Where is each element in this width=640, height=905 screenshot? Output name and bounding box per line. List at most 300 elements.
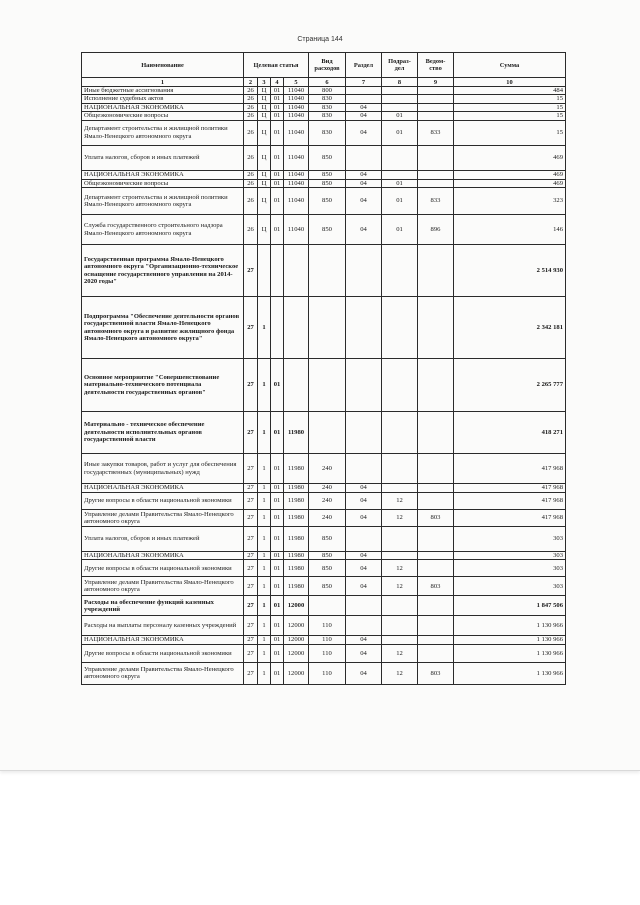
row-subsection [382, 454, 418, 484]
row-section [346, 245, 382, 297]
row-name: Расходы на обеспечение функций казенных учреждений [82, 596, 244, 616]
row-name: Департамент строительства и жилищной политики Ямало-Ненецкого автономного округа [82, 120, 244, 145]
row-name: Другие вопросы в области национальной экономики [82, 644, 244, 662]
row-expense-type [309, 596, 346, 616]
row-subprogram: 1 [258, 616, 271, 636]
row-sum: 2 514 930 [454, 245, 566, 297]
table-row [82, 560, 566, 577]
table-row [82, 103, 566, 111]
row-direction: 11980 [284, 577, 309, 596]
table-row [82, 245, 566, 297]
row-direction: 11040 [284, 112, 309, 120]
row-program: 27 [244, 644, 258, 662]
row-activity: 01 [271, 662, 284, 684]
row-direction [284, 245, 309, 297]
row-section: 04 [346, 120, 382, 145]
header-section: Раздел [346, 53, 382, 78]
row-subsection [382, 245, 418, 297]
row-sum: 1 130 966 [454, 616, 566, 636]
row-department [418, 527, 454, 552]
row-subsection: 01 [382, 112, 418, 120]
row-subsection [382, 145, 418, 170]
row-name: НАЦИОНАЛЬНАЯ ЭКОНОМИКА [82, 484, 244, 493]
row-subprogram [258, 245, 271, 297]
row-program: 27 [244, 359, 258, 412]
row-subprogram: Ц [258, 120, 271, 145]
row-activity: 01 [271, 112, 284, 120]
row-program: 26 [244, 95, 258, 103]
row-department: 803 [418, 577, 454, 596]
row-sum: 15 [454, 120, 566, 145]
row-department [418, 179, 454, 187]
row-program: 26 [244, 112, 258, 120]
row-name: НАЦИОНАЛЬНАЯ ЭКОНОМИКА [82, 170, 244, 179]
row-program: 27 [244, 560, 258, 577]
row-activity: 01 [271, 616, 284, 636]
row-department: 896 [418, 215, 454, 245]
row-name: Исполнение судебных актов [82, 95, 244, 103]
row-program: 26 [244, 87, 258, 95]
row-department [418, 484, 454, 493]
table-row [82, 297, 566, 359]
row-name: Общеэкономические вопросы [82, 112, 244, 120]
row-expense-type: 110 [309, 662, 346, 684]
row-department [418, 454, 454, 484]
row-direction: 11980 [284, 493, 309, 510]
page-number: Страница 144 [297, 36, 343, 43]
row-subprogram: Ц [258, 215, 271, 245]
row-expense-type: 850 [309, 560, 346, 577]
row-section [346, 412, 382, 454]
row-subprogram: 1 [258, 412, 271, 454]
table-row [82, 359, 566, 412]
row-program: 27 [244, 616, 258, 636]
row-name: Подпрограмма "Обеспечение деятельности органов государственной власти Ямало-Ненецкого автономного округа и развитие жилищного фонда Ямало-Ненецкого автономного округа" [82, 297, 244, 359]
table-row [82, 454, 566, 484]
row-subsection [382, 484, 418, 493]
row-name: НАЦИОНАЛЬНАЯ ЭКОНОМИКА [82, 636, 244, 644]
column-number-row [82, 78, 566, 87]
row-program: 27 [244, 510, 258, 527]
table-row [82, 493, 566, 510]
row-direction: 11980 [284, 527, 309, 552]
row-subprogram: 1 [258, 510, 271, 527]
row-department [418, 412, 454, 454]
row-section: 04 [346, 644, 382, 662]
row-sum: 417 968 [454, 454, 566, 484]
row-name: Общеэкономические вопросы [82, 179, 244, 187]
row-sum: 303 [454, 577, 566, 596]
row-subsection: 01 [382, 120, 418, 145]
row-department [418, 560, 454, 577]
row-sum: 469 [454, 179, 566, 187]
row-direction: 11040 [284, 103, 309, 111]
row-program: 26 [244, 179, 258, 187]
row-sum: 2 265 777 [454, 359, 566, 412]
col-number: 2 [244, 78, 258, 87]
header-expense-type: Вид расходов [309, 53, 346, 78]
row-subprogram: 1 [258, 662, 271, 684]
row-program: 27 [244, 484, 258, 493]
row-name: Материально - техническое обеспечение деятельности исполнительных органов государственной власти [82, 412, 244, 454]
row-name: НАЦИОНАЛЬНАЯ ЭКОНОМИКА [82, 552, 244, 560]
table-row [82, 87, 566, 95]
table-row [82, 120, 566, 145]
row-program: 27 [244, 454, 258, 484]
table-row [82, 484, 566, 493]
col-number: 4 [271, 78, 284, 87]
row-section: 04 [346, 577, 382, 596]
table-row [82, 644, 566, 662]
row-department [418, 245, 454, 297]
row-program: 26 [244, 103, 258, 111]
row-expense-type [309, 359, 346, 412]
row-program: 26 [244, 188, 258, 215]
col-number: 7 [346, 78, 382, 87]
row-program: 27 [244, 636, 258, 644]
row-sum: 146 [454, 215, 566, 245]
row-subsection [382, 103, 418, 111]
row-expense-type: 800 [309, 87, 346, 95]
row-program: 27 [244, 577, 258, 596]
row-sum: 417 968 [454, 484, 566, 493]
row-activity: 01 [271, 95, 284, 103]
table-row [82, 616, 566, 636]
row-subsection: 01 [382, 179, 418, 187]
row-activity: 01 [271, 527, 284, 552]
row-subprogram: 1 [258, 636, 271, 644]
row-sum: 418 271 [454, 412, 566, 454]
table-row [82, 215, 566, 245]
row-activity: 01 [271, 560, 284, 577]
row-department [418, 616, 454, 636]
row-expense-type: 240 [309, 510, 346, 527]
row-name: НАЦИОНАЛЬНАЯ ЭКОНОМИКА [82, 103, 244, 111]
row-activity: 01 [271, 636, 284, 644]
row-direction [284, 359, 309, 412]
row-subprogram: 1 [258, 644, 271, 662]
table-row [82, 112, 566, 120]
row-sum: 469 [454, 145, 566, 170]
col-number: 8 [382, 78, 418, 87]
row-subprogram: 1 [258, 359, 271, 412]
row-department [418, 552, 454, 560]
row-subprogram: 1 [258, 527, 271, 552]
row-department: 803 [418, 662, 454, 684]
row-subprogram: 1 [258, 560, 271, 577]
row-name: Иные бюджетные ассигнования [82, 87, 244, 95]
row-department [418, 103, 454, 111]
row-sum: 15 [454, 112, 566, 120]
row-name: Другие вопросы в области национальной экономики [82, 560, 244, 577]
col-number: 9 [418, 78, 454, 87]
row-subprogram: 1 [258, 484, 271, 493]
row-expense-type: 240 [309, 484, 346, 493]
table-row [82, 596, 566, 616]
row-subsection [382, 359, 418, 412]
row-name: Иные закупки товаров, работ и услуг для обеспечения государственных (муниципальных) нужд [82, 454, 244, 484]
row-activity: 01 [271, 103, 284, 111]
row-section: 04 [346, 179, 382, 187]
table-body [82, 87, 566, 685]
row-activity: 01 [271, 454, 284, 484]
row-expense-type: 850 [309, 552, 346, 560]
row-activity: 01 [271, 179, 284, 187]
row-direction [284, 297, 309, 359]
row-subsection [382, 616, 418, 636]
table-row [82, 179, 566, 187]
row-sum: 469 [454, 170, 566, 179]
row-activity: 01 [271, 644, 284, 662]
table-row [82, 552, 566, 560]
row-expense-type: 110 [309, 616, 346, 636]
row-activity: 01 [271, 145, 284, 170]
row-direction: 11980 [284, 560, 309, 577]
row-section [346, 87, 382, 95]
row-subprogram: Ц [258, 112, 271, 120]
row-department [418, 297, 454, 359]
row-subsection [382, 87, 418, 95]
col-number: 3 [258, 78, 271, 87]
table-row [82, 636, 566, 644]
row-expense-type: 240 [309, 493, 346, 510]
row-sum: 323 [454, 188, 566, 215]
row-subsection [382, 552, 418, 560]
row-expense-type: 110 [309, 644, 346, 662]
row-direction: 11040 [284, 188, 309, 215]
row-direction: 12000 [284, 644, 309, 662]
table-row [82, 170, 566, 179]
row-activity: 01 [271, 552, 284, 560]
row-department [418, 95, 454, 103]
row-direction: 11980 [284, 552, 309, 560]
row-direction: 12000 [284, 616, 309, 636]
row-sum: 1 130 966 [454, 662, 566, 684]
row-section: 04 [346, 484, 382, 493]
row-subprogram: Ц [258, 188, 271, 215]
row-subprogram: 1 [258, 552, 271, 560]
row-program: 27 [244, 493, 258, 510]
table-row [82, 577, 566, 596]
row-direction: 11040 [284, 170, 309, 179]
col-number: 5 [284, 78, 309, 87]
row-name: Служба государственного строительного надзора Ямало-Ненецкого автономного округа [82, 215, 244, 245]
row-program: 26 [244, 145, 258, 170]
budget-table [81, 52, 566, 685]
row-name: Управление делами Правительства Ямало-Ненецкого автономного округа [82, 577, 244, 596]
row-expense-type: 830 [309, 103, 346, 111]
row-direction: 11980 [284, 484, 309, 493]
row-subprogram: 1 [258, 577, 271, 596]
row-direction: 12000 [284, 596, 309, 616]
row-activity [271, 297, 284, 359]
row-section: 04 [346, 170, 382, 179]
row-department [418, 87, 454, 95]
col-number: 6 [309, 78, 346, 87]
row-section [346, 596, 382, 616]
row-expense-type: 830 [309, 95, 346, 103]
row-subsection: 12 [382, 662, 418, 684]
row-subprogram: Ц [258, 87, 271, 95]
row-program: 27 [244, 527, 258, 552]
row-department [418, 493, 454, 510]
row-section [346, 454, 382, 484]
row-department: 803 [418, 510, 454, 527]
row-subsection: 01 [382, 215, 418, 245]
row-section [346, 297, 382, 359]
row-section: 04 [346, 112, 382, 120]
row-direction: 11040 [284, 215, 309, 245]
row-sum: 303 [454, 552, 566, 560]
row-direction: 11980 [284, 454, 309, 484]
row-program: 27 [244, 245, 258, 297]
row-subsection [382, 95, 418, 103]
row-expense-type: 850 [309, 527, 346, 552]
row-subsection: 12 [382, 577, 418, 596]
row-direction: 11040 [284, 120, 309, 145]
table-row [82, 145, 566, 170]
row-program: 27 [244, 412, 258, 454]
table-row [82, 188, 566, 215]
row-name: Уплата налогов, сборов и иных платежей [82, 527, 244, 552]
row-subsection [382, 636, 418, 644]
header-name: Наименование [82, 53, 244, 78]
row-subprogram: Ц [258, 179, 271, 187]
row-name: Расходы на выплаты персоналу казенных учреждений [82, 616, 244, 636]
row-direction: 11040 [284, 145, 309, 170]
row-subprogram: Ц [258, 170, 271, 179]
row-section [346, 527, 382, 552]
row-activity: 01 [271, 412, 284, 454]
row-department: 833 [418, 120, 454, 145]
row-section [346, 359, 382, 412]
row-sum: 484 [454, 87, 566, 95]
row-direction: 11980 [284, 412, 309, 454]
row-sum: 1 130 966 [454, 636, 566, 644]
row-subsection [382, 527, 418, 552]
row-subsection: 12 [382, 493, 418, 510]
row-name: Основное мероприятие "Совершенствование материально-технического потенциала деятельности государственных органов" [82, 359, 244, 412]
row-department [418, 596, 454, 616]
row-department [418, 145, 454, 170]
header-row [82, 53, 566, 78]
row-subprogram: 1 [258, 493, 271, 510]
row-subsection [382, 170, 418, 179]
row-department [418, 359, 454, 412]
row-subprogram: 1 [258, 297, 271, 359]
row-department [418, 170, 454, 179]
row-name: Департамент строительства и жилищной политики Ямало-Ненецкого автономного округа [82, 188, 244, 215]
row-subprogram: 1 [258, 454, 271, 484]
header-target-article: Целевая статья [244, 53, 309, 78]
row-subsection: 01 [382, 188, 418, 215]
row-section: 04 [346, 560, 382, 577]
row-department [418, 644, 454, 662]
row-expense-type: 850 [309, 577, 346, 596]
row-subprogram: Ц [258, 145, 271, 170]
row-expense-type: 830 [309, 112, 346, 120]
row-section: 04 [346, 510, 382, 527]
row-section: 04 [346, 215, 382, 245]
table-row [82, 510, 566, 527]
row-section: 04 [346, 662, 382, 684]
row-section: 04 [346, 636, 382, 644]
row-expense-type: 850 [309, 188, 346, 215]
row-activity: 01 [271, 510, 284, 527]
row-direction: 11040 [284, 95, 309, 103]
row-activity: 01 [271, 596, 284, 616]
row-name: Уплата налогов, сборов и иных платежей [82, 145, 244, 170]
row-name: Государственная программа Ямало-Ненецкого автономного округа "Организационно-техническое оснащение государственного управления на 2014-2020 годы" [82, 245, 244, 297]
row-subsection: 12 [382, 510, 418, 527]
row-activity: 01 [271, 493, 284, 510]
row-subprogram: Ц [258, 95, 271, 103]
row-activity: 01 [271, 188, 284, 215]
row-expense-type [309, 297, 346, 359]
row-subprogram: 1 [258, 596, 271, 616]
row-direction: 11040 [284, 179, 309, 187]
row-section: 04 [346, 188, 382, 215]
col-number: 10 [454, 78, 566, 87]
row-program: 27 [244, 552, 258, 560]
row-expense-type: 850 [309, 215, 346, 245]
row-program: 26 [244, 215, 258, 245]
row-activity: 01 [271, 577, 284, 596]
table-row [82, 662, 566, 684]
row-expense-type: 850 [309, 179, 346, 187]
row-expense-type: 110 [309, 636, 346, 644]
row-activity [271, 245, 284, 297]
row-expense-type [309, 245, 346, 297]
row-sum: 2 342 181 [454, 297, 566, 359]
row-activity: 01 [271, 170, 284, 179]
header-department: Ведом- ство [418, 53, 454, 78]
row-sum: 1 130 966 [454, 644, 566, 662]
row-activity: 01 [271, 484, 284, 493]
row-section [346, 95, 382, 103]
row-section: 04 [346, 493, 382, 510]
row-expense-type: 240 [309, 454, 346, 484]
row-section: 04 [346, 552, 382, 560]
row-activity: 01 [271, 120, 284, 145]
row-subsection [382, 412, 418, 454]
row-activity: 01 [271, 359, 284, 412]
row-expense-type: 850 [309, 145, 346, 170]
row-direction: 11980 [284, 510, 309, 527]
table-row [82, 412, 566, 454]
row-program: 26 [244, 120, 258, 145]
row-sum: 1 847 506 [454, 596, 566, 616]
row-program: 27 [244, 297, 258, 359]
row-subsection [382, 596, 418, 616]
row-department [418, 112, 454, 120]
row-section [346, 616, 382, 636]
row-program: 26 [244, 170, 258, 179]
row-name: Управление делами Правительства Ямало-Ненецкого автономного округа [82, 662, 244, 684]
row-subprogram: Ц [258, 103, 271, 111]
row-expense-type [309, 412, 346, 454]
row-direction: 12000 [284, 662, 309, 684]
row-department: 833 [418, 188, 454, 215]
col-number: 1 [82, 78, 244, 87]
row-direction: 11040 [284, 87, 309, 95]
row-department [418, 636, 454, 644]
row-subsection: 12 [382, 644, 418, 662]
header-subsection: Подраз- дел [382, 53, 418, 78]
row-sum: 15 [454, 95, 566, 103]
row-activity: 01 [271, 215, 284, 245]
row-sum: 417 968 [454, 510, 566, 527]
